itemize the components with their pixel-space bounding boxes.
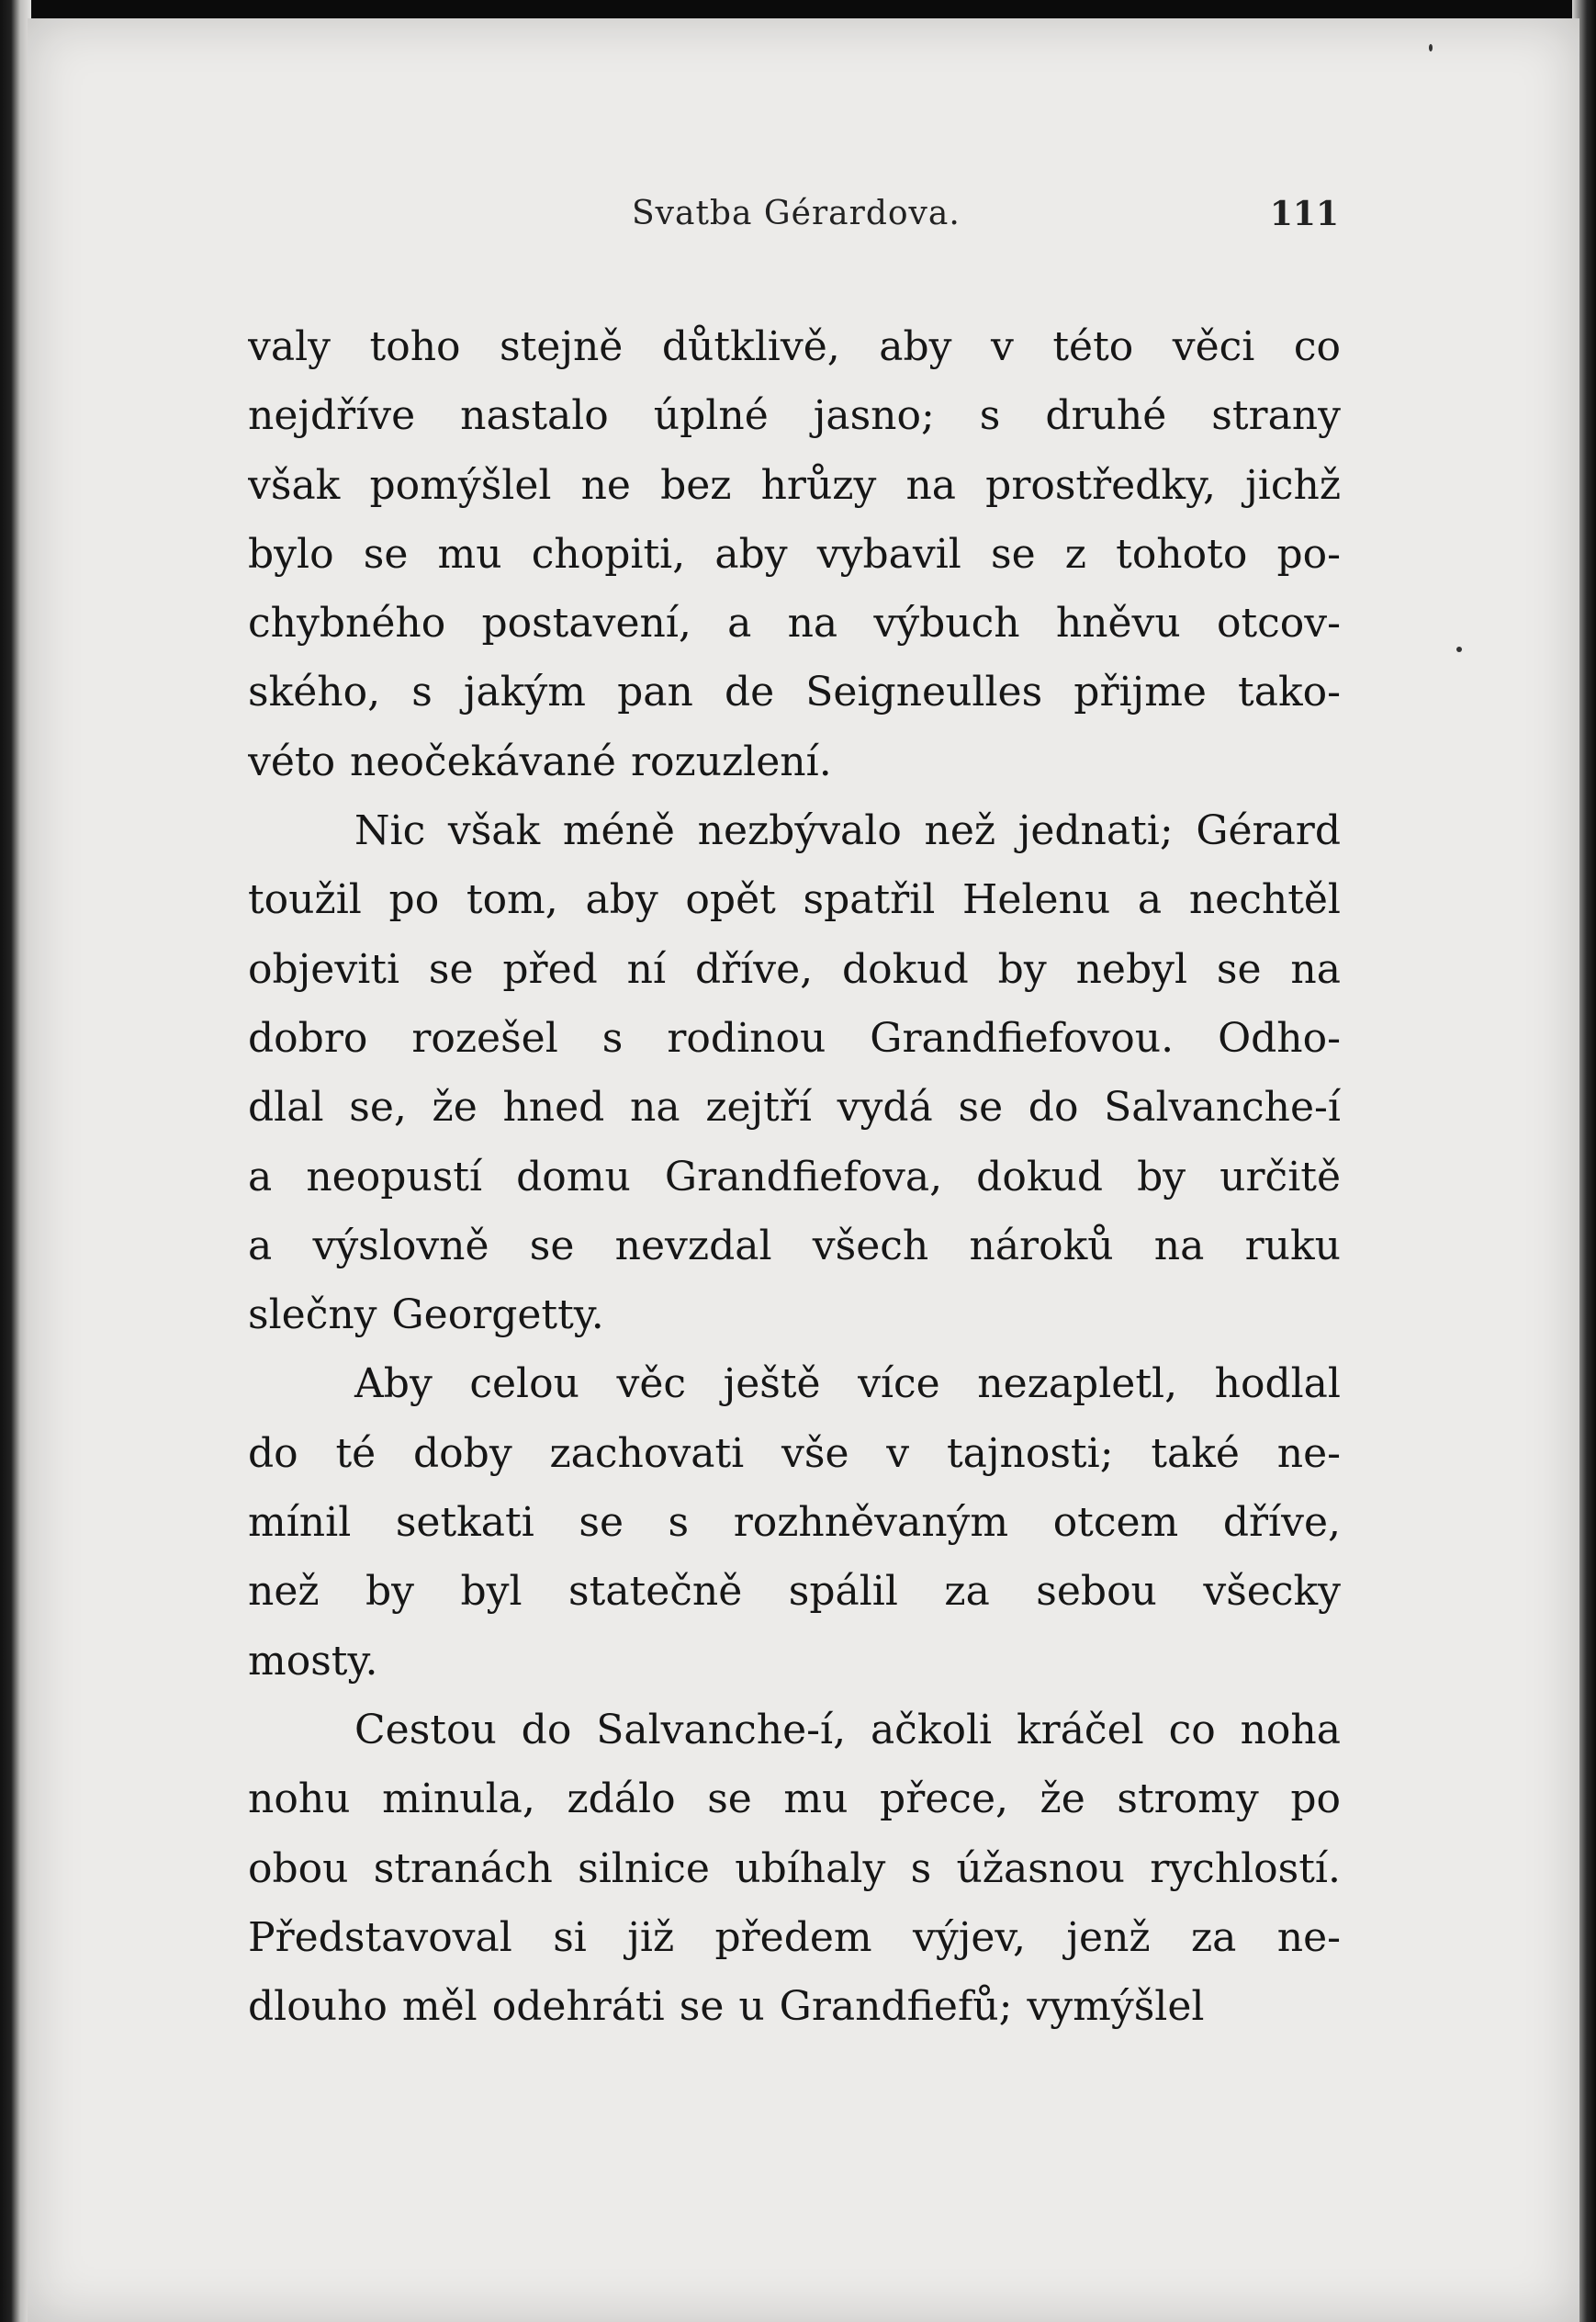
text-line: Představoval si již předem výjev, jenž za ne- [248, 1913, 1341, 1961]
text-line: toužil po tom, aby opět spatřil Helenu a nechtěl [248, 876, 1341, 924]
text-line: do té doby zachovati vše v tajnosti; také ne- [248, 1429, 1341, 1477]
text-line: Nic však méně nezbývalo než jednati; Gérard [354, 807, 1341, 855]
text-line: mosty. [248, 1637, 378, 1685]
paragraph [248, 1696, 1341, 2041]
paragraph [248, 312, 1341, 796]
dust-speck [1456, 647, 1462, 652]
text-line: a výslovně se nevzdal všech nároků na ruku [248, 1222, 1341, 1269]
text-line: dlouho měl odehráti se u Grandfiefů; vymýšlel [248, 1983, 1205, 2031]
text-line: slečny Georgetty. [248, 1291, 604, 1339]
text-line: dlal se, že hned na zejtří vydá se do Salvanche-í [248, 1084, 1341, 1132]
running-title: Svatba Gérardova. [632, 195, 961, 232]
text-line: bylo se mu chopiti, aby vybavil se z tohoto po- [248, 530, 1341, 578]
text-line: objeviti se před ní dříve, dokud by nebyl se na [248, 945, 1341, 993]
text-line: dobro rozešel s rodinou Grandfiefovou. Odho- [248, 1014, 1341, 1062]
text-line: obou stranách silnice ubíhaly s úžasnou rychlostí. [248, 1844, 1341, 1892]
body-text [248, 312, 1341, 2041]
paragraph [248, 1349, 1341, 1695]
text-line: Aby celou věc ještě více nezapletl, hodlal [354, 1360, 1341, 1408]
text-line: valy toho stejně důtklivě, aby v této věci co [248, 323, 1341, 370]
text-line: ského, s jakým pan de Seigneulles přijme tako- [248, 669, 1341, 716]
text-line: a neopustí domu Grandfiefova, dokud by určitě [248, 1153, 1341, 1200]
page-header [248, 195, 1339, 246]
text-line: véto neočekávané rozuzlení. [248, 738, 832, 785]
dust-speck [1429, 44, 1433, 51]
text-line: však pomýšlel ne bez hrůzy na prostředky, jichž [248, 461, 1341, 509]
paragraph [248, 796, 1341, 1349]
left-binding-edge [0, 0, 31, 2322]
text-line: než by byl statečně spálil za sebou všecky [248, 1568, 1341, 1616]
page-number: 111 [1269, 195, 1339, 233]
text-line: chybného postavení, a na výbuch hněvu otcov- [248, 600, 1341, 648]
text-line: nejdříve nastalo úplné jasno; s druhé strany [248, 392, 1341, 440]
text-line: mínil setkati se s rozhněvaným otcem dříve, [248, 1499, 1341, 1547]
text-line: Cestou do Salvanche-í, ačkoli kráčel co noha [354, 1706, 1341, 1753]
text-line: nohu minula, zdálo se mu přece, že stromy po [248, 1775, 1341, 1823]
